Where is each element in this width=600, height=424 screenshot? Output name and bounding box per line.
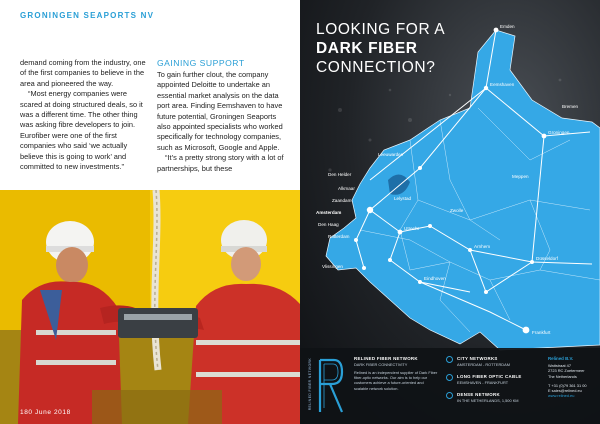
- city-label: Emden: [500, 24, 515, 29]
- city-label: Lelystad: [394, 196, 412, 201]
- vertical-label: RELINED FIBER NETWORK: [308, 358, 312, 411]
- dense-network-icon: [446, 392, 453, 399]
- paragraph: demand coming from the industry, one of the first companies to believe in the area and pioneered the way.: [20, 58, 146, 88]
- article-column-2: [157, 58, 285, 174]
- city-label: Bremen: [562, 104, 579, 109]
- city-label: Düsseldorf: [536, 256, 558, 261]
- brand-header: GRONINGEN SEAPORTS NV: [20, 11, 155, 20]
- city-label: Meppen: [512, 174, 529, 179]
- city-label: Utrecht: [404, 226, 419, 231]
- long-cable-text: EEMSHAVEN - FRANKFURT: [457, 380, 509, 385]
- city-network-text: AMSTERDAM - ROTTERDAM: [457, 362, 510, 367]
- headline: [316, 20, 445, 77]
- workers-illustration: [0, 190, 300, 424]
- paragraph: “It’s a pretty strong story with a lot of partnerships, but these: [157, 153, 284, 173]
- paragraph: “Most energy companies were scared at doing structured deals, so it was a different time. The other thing was asking fibre developers to join. Eurofiber were one of the first companies who said ‘we actually believe this is going to work’ and committed to new investments.”: [20, 89, 143, 172]
- headline-line: CONNECTION?: [316, 59, 436, 76]
- city-label: Leeuwarden: [378, 152, 404, 157]
- article-column-1: [20, 58, 148, 172]
- dense-network-title: DENSE NETWORK: [457, 392, 500, 397]
- city-network-icon: [446, 356, 453, 363]
- dense-network-text: IN THE NETHERLANDS, 1,500 KM: [457, 398, 519, 403]
- relined-logo-icon: [318, 356, 344, 414]
- right-page-advert: [300, 0, 600, 424]
- city-label: Den Helder: [328, 172, 352, 177]
- city-label: Arnhem: [474, 244, 491, 249]
- long-cable-title: LONG FIBER OPTIC CABLE: [457, 374, 522, 379]
- advert-footer: [300, 348, 600, 424]
- contact-line: Wattstraat 47: [548, 363, 571, 368]
- section-heading: GAINING SUPPORT: [157, 58, 245, 68]
- contact-url-link[interactable]: www.relined.eu: [548, 393, 575, 399]
- long-cable-icon: [446, 374, 453, 381]
- city-label: Alkmaar: [338, 186, 355, 191]
- city-label: Amsterdam: [316, 210, 342, 215]
- city-label: Eemshaven: [490, 82, 515, 87]
- headline-line-bold: DARK FIBER: [316, 40, 418, 57]
- city-label: Rotterdam: [328, 234, 350, 239]
- contact-line: The Netherlands: [548, 373, 577, 379]
- land-mass: [326, 30, 600, 350]
- city-label: Zwolle: [450, 208, 464, 213]
- paragraph: To gain further clout, the company appointed Deloitte to undertake an essential market analysis on the data port area. Finding Eemshaven to have future potential, Groningen Seaports also appointed specialists who worked specifically for technology companies, such as Microsoft, Google and Apple.: [157, 70, 283, 152]
- relined-title: RELINED FIBER NETWORK: [354, 356, 418, 361]
- page-folio: 180 June 2018: [20, 409, 71, 416]
- relined-description: Relined is an independent supplier of Dark Fiber fiber-optic networks. Our aim is to help our customers achieve a future-oriented and scalable network solution.: [354, 370, 438, 391]
- contact-line: 2723 RC Zoetermeer: [548, 368, 585, 374]
- city-label: Groningen: [548, 130, 570, 135]
- city-label: Vlissingen: [322, 264, 343, 269]
- workers-photo: [0, 190, 300, 424]
- relined-subtitle: DARK FIBER CONNECTIVITY: [354, 362, 408, 367]
- city-network-title: CITY NETWORKS: [457, 356, 498, 361]
- contact-block: [548, 363, 587, 399]
- city-label: Zaandam: [332, 198, 352, 203]
- contact-line: T +31 (0)79 361 31 00: [548, 382, 587, 388]
- city-label: Eindhoven: [424, 276, 446, 281]
- contact-line: E sales@relined.eu: [548, 388, 582, 394]
- contact-title: Relined B.V.: [548, 356, 574, 361]
- city-label: Frankfurt: [532, 330, 551, 335]
- city-label: Den Haag: [318, 222, 339, 227]
- headline-line: LOOKING FOR A: [316, 21, 446, 38]
